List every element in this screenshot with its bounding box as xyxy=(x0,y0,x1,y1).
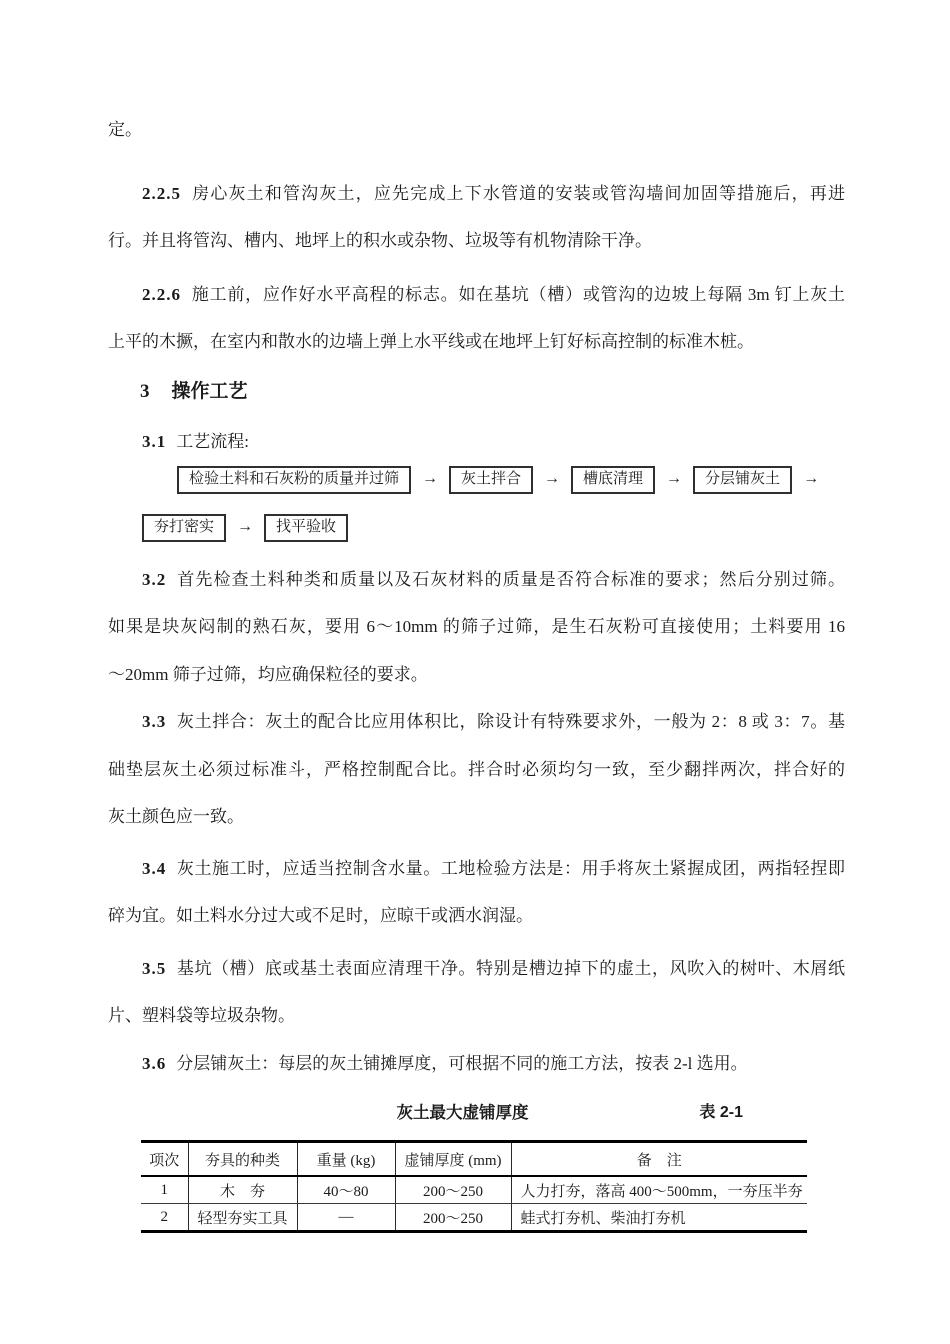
table-cell-weight: — xyxy=(297,1204,395,1232)
section-3-3-line-2 xyxy=(108,746,845,794)
flow-step-lay-in-layers: 分层铺灰土 xyxy=(693,466,792,494)
paragraph-carryover-line xyxy=(108,106,845,154)
body-text: 碎为宜。如土料水分过大或不足时，应晾干或洒水润湿。 xyxy=(108,906,533,925)
body-text: 分层铺灰土：每层的灰土铺摊厚度，可根据不同的施工方法，按表 2-l 选用。 xyxy=(176,1053,748,1073)
flowchart-row-2 xyxy=(142,514,845,556)
table-cell-rammer-type: 木 夯 xyxy=(188,1176,297,1204)
flow-step-compact: 夯打密实 xyxy=(142,514,226,542)
body-text: 行。并且将管沟、槽内、地坪上的积水或杂物、垃圾等有机物清除干净。 xyxy=(108,231,652,250)
table-number: 表 2-1 xyxy=(699,1104,743,1121)
section-3-4 xyxy=(108,845,845,940)
header-cell-item-no: 项次 xyxy=(141,1142,188,1177)
section-3-4-line-2 xyxy=(108,892,845,940)
section-number: 3.3 xyxy=(142,712,167,731)
flowchart-row-1 xyxy=(177,466,845,514)
flow-arrow-icon: → xyxy=(422,469,439,487)
lime-soil-thickness-table xyxy=(141,1140,807,1233)
section-3-2-line-3 xyxy=(108,651,845,699)
table-cell-weight: 40～80 xyxy=(297,1176,395,1204)
table-title: 灰土最大虚铺厚度 xyxy=(396,1104,529,1122)
section-number: 3.6 xyxy=(142,1053,167,1073)
table-cell-rammer-type: 轻型夯实工具 xyxy=(188,1204,297,1232)
header-cell-loose-thickness: 虚铺厚度 (mm) xyxy=(395,1142,511,1177)
flow-arrow-icon: → xyxy=(666,469,683,487)
chapter-heading xyxy=(108,368,845,416)
section-3-6-line-1 xyxy=(108,1040,845,1088)
section-3-2-line-1 xyxy=(108,556,845,604)
header-cell-weight: 重量 (kg) xyxy=(297,1142,395,1177)
section-3-3 xyxy=(108,698,845,841)
section-3-3-line-1 xyxy=(108,698,845,746)
section-3-2 xyxy=(108,556,845,699)
body-text: 如果是块灰闷制的熟石灰，要用 6～10mm 的筛子过筛，是生石灰粉可直接使用；土料要用 16 xyxy=(108,617,845,636)
chapter-number: 3 xyxy=(140,380,150,402)
section-number: 2.2.5 xyxy=(142,183,181,203)
section-2-2-6 xyxy=(108,271,845,366)
body-text: 片、塑料袋等垃圾杂物。 xyxy=(108,1006,295,1025)
table-cell-remarks: 蛙式打夯机、柴油打夯机 xyxy=(520,1210,686,1227)
table-title-row xyxy=(108,1091,845,1135)
table-header-row xyxy=(141,1142,807,1177)
table-cell-item-no: 2 xyxy=(141,1204,188,1232)
flow-step-inspect-materials: 检验土料和石灰粉的质量并过筛 xyxy=(177,466,411,494)
body-text: 工艺流程: xyxy=(176,432,249,451)
section-3-1-line-1 xyxy=(108,418,845,466)
section-number: 3.5 xyxy=(142,958,167,978)
table-cell-loose-thickness: 200～250 xyxy=(395,1176,511,1204)
section-3-3-line-3 xyxy=(108,793,845,841)
section-2-2-6-line-1 xyxy=(108,271,845,319)
table-cell-remarks: 人力打夯，落高 400～500mm，一夯压半夯 xyxy=(511,1176,807,1204)
body-text: 础垫层灰土必须过标准斗，严格控制配合比。拌合时必须均匀一致，至少翻拌两次，拌合好的 xyxy=(108,759,845,779)
flow-arrow-icon: → xyxy=(803,469,820,487)
section-number: 3.2 xyxy=(142,569,167,589)
body-text: 灰土颜色应一致。 xyxy=(108,807,244,826)
header-cell-rammer-type: 夯具的种类 xyxy=(188,1142,297,1177)
section-2-2-5-line-1 xyxy=(108,170,845,218)
section-3-5-line-2 xyxy=(108,992,845,1040)
header-cell-remarks: 备 注 xyxy=(511,1142,807,1177)
body-text: 定。 xyxy=(108,120,142,139)
section-3-5-line-1 xyxy=(108,945,845,993)
flow-arrow-icon: → xyxy=(544,469,561,487)
section-3-2-line-2 xyxy=(108,603,845,651)
section-number: 3.4 xyxy=(142,858,167,878)
flow-step-clean-trench-bottom: 槽底清理 xyxy=(571,466,655,494)
flow-step-level-and-accept: 找平验收 xyxy=(264,514,348,542)
body-text: 上平的木撅，在室内和散水的边墙上弹上水平线或在地坪上钉好标高控制的标准木桩。 xyxy=(108,332,754,351)
table-row xyxy=(141,1204,807,1232)
flow-arrow-icon: → xyxy=(237,517,254,535)
body-text: 灰土施工时，应适当控制含水量。工地检验方法是：用手将灰土紧握成团，两指轻捏即 xyxy=(176,858,845,878)
flow-step-mix-lime-soil: 灰土拌合 xyxy=(449,466,533,494)
chapter-title: 操作工艺 xyxy=(171,380,248,402)
body-text: 施工前，应作好水平高程的标志。如在基坑（槽）或管沟的边坡上每隔 3m 钉上灰土 xyxy=(191,284,845,304)
section-2-2-5 xyxy=(108,170,845,265)
section-number: 2.2.6 xyxy=(142,284,181,304)
section-3-4-line-1 xyxy=(108,845,845,893)
table-row xyxy=(141,1176,807,1204)
table-cell-loose-thickness: 200～250 xyxy=(395,1204,511,1232)
body-text: 灰土拌合：灰土的配合比应用体积比，除设计有特殊要求外，一般为 2：8 或 3：7。基 xyxy=(176,712,845,731)
body-text: 房心灰土和管沟灰土，应先完成上下水管道的安装或管沟墙间加固等措施后，再进 xyxy=(191,183,845,203)
section-2-2-5-line-2 xyxy=(108,217,845,265)
body-text: 首先检查土料种类和质量以及石灰材料的质量是否符合标准的要求；然后分别过筛。 xyxy=(176,569,845,589)
body-text: 基坑（槽）底或基土表面应清理干净。特别是槽边掉下的虚土，风吹入的树叶、木屑纸 xyxy=(176,958,845,978)
section-2-2-6-line-2 xyxy=(108,318,845,366)
section-number: 3.1 xyxy=(142,432,167,451)
table-cell-item-no: 1 xyxy=(141,1176,188,1204)
body-text: ～20mm 筛子过筛，均应确保粒径的要求。 xyxy=(108,664,428,684)
section-3-5 xyxy=(108,945,845,1040)
